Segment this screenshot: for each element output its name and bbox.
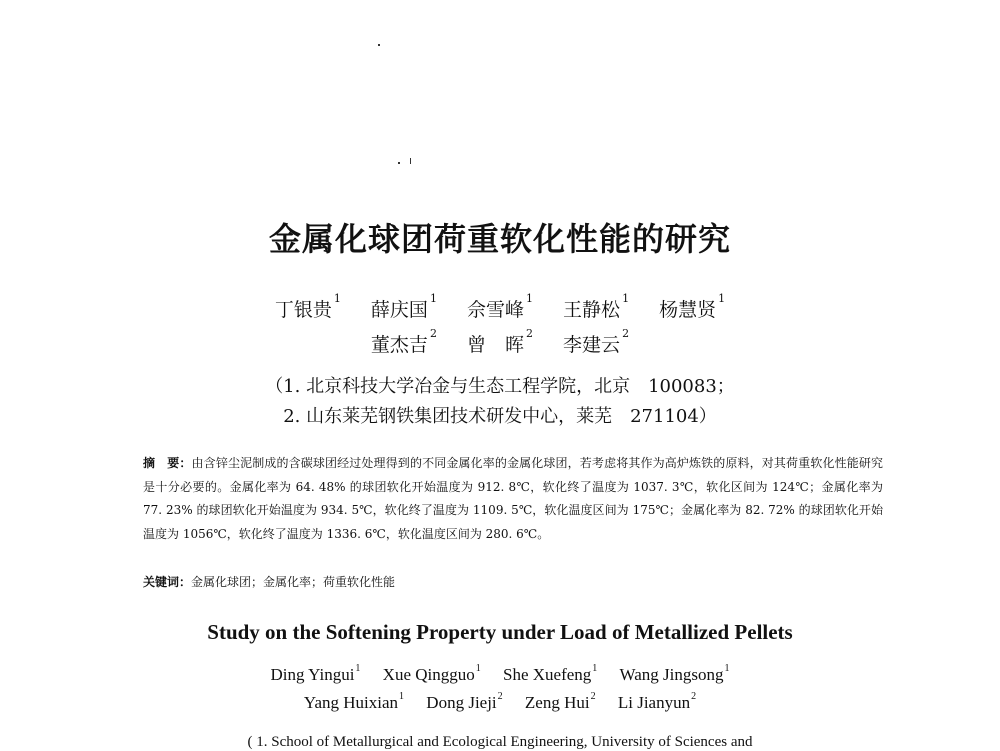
- authors-chinese-line2: [0, 327, 1000, 357]
- author-name: 杨慧贤$^1$: [659, 292, 726, 321]
- author-name: Li Jianyun$^2$: [617, 691, 697, 712]
- authors-english-line1: [0, 665, 1000, 685]
- author-name: Zeng Hui$^2$: [524, 691, 596, 712]
- author-name: 曾 晖$^2$: [466, 327, 533, 356]
- abstract-label: 摘 要：: [143, 456, 192, 470]
- keywords-text: 金属化球团；金属化率；荷重软化性能: [191, 575, 396, 589]
- author-name: Wang Jingsong$^1$: [619, 663, 730, 684]
- abstract-text: 由含锌尘泥制成的含碳球团经过处理得到的不同金属化率的金属化球团，若考虑将其作为高炉炼铁的原料，对其荷重软化性能研究是十分必要的。金属化率为 64. 48% 的球团软化开始温度为 912. 8℃，软化终了温度为 1037. 3℃，软化区间为 124℃；金属化率为 77. 23% 的球团软化开始温度为 934. 5℃，软化终了温度为 1109. 5℃，软化温度区间为 175℃；金属化率为 82. 72% 的球团软化开始温度为 1056℃，软化终了温度为 1336. 6℃，软化温度区间为 280. 6℃。: [143, 456, 883, 541]
- authors-chinese-line1: [0, 292, 1000, 322]
- affiliation-chinese-1: （1. 北京科技大学冶金与生态工程学院，北京 100083；: [265, 376, 735, 397]
- author-name: 佘雪峰$^1$: [466, 292, 533, 321]
- author-name: 董杰吉$^2$: [370, 327, 437, 356]
- author-name: 丁银贵$^1$: [274, 292, 341, 321]
- author-name: Dong Jieji$^2$: [426, 691, 503, 712]
- author-name: 薛庆国$^1$: [370, 292, 437, 321]
- paper-title-chinese: 金属化球团荷重软化性能的研究: [268, 220, 731, 258]
- author-name: 李建云$^2$: [563, 327, 630, 356]
- author-name: Xue Qingguo$^1$: [382, 663, 481, 684]
- author-name: 王静松$^1$: [563, 292, 630, 321]
- paper-title-english: Study on the Softening Property under Load of Metallized Pellets: [207, 620, 793, 644]
- affiliation-english-1: ( 1. School of Metallurgical and Ecological Engineering, University of Sciences and: [247, 734, 753, 750]
- authors-english-line2: [0, 693, 1000, 713]
- author-name: Ding Yingui$^1$: [270, 663, 361, 684]
- author-name: She Xuefeng$^1$: [503, 663, 598, 684]
- keywords-chinese: [143, 573, 395, 590]
- author-name: Yang Huixian$^1$: [303, 691, 405, 712]
- abstract-chinese: [143, 452, 883, 546]
- keywords-label: 关键词：: [143, 575, 192, 589]
- affiliation-chinese-2: 2. 山东莱芜钢铁集团技术研发中心，莱芜 271104）: [283, 406, 717, 427]
